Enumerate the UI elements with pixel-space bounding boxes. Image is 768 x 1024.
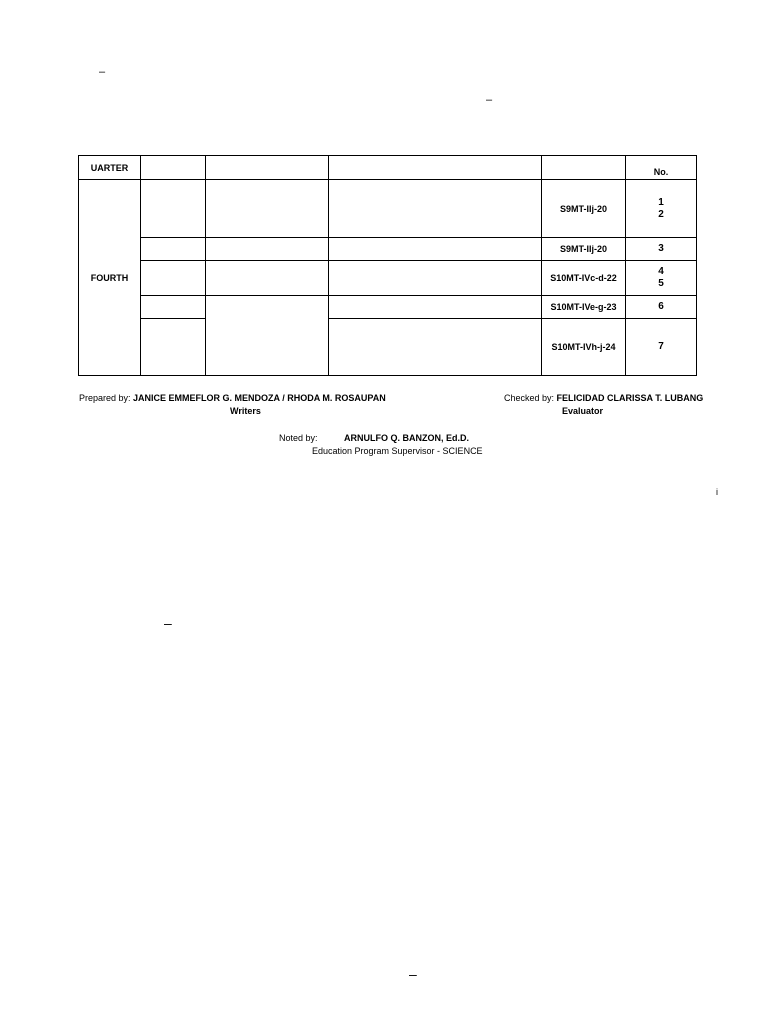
noted-by-name — [344, 433, 469, 444]
item-number: 6 — [658, 301, 664, 312]
dash-mark-middle: – — [164, 615, 172, 631]
table-cell — [329, 261, 542, 296]
table-row — [79, 319, 697, 376]
item-number: 2 — [658, 208, 664, 220]
competency-table — [78, 155, 697, 376]
table-row — [79, 180, 697, 238]
item-number: 3 — [658, 243, 664, 254]
item-number-cell — [626, 296, 697, 319]
noted-by-role: Education Program Supervisor - SCIENCE — [312, 446, 483, 456]
table-cell — [141, 261, 206, 296]
checked-by-role — [562, 406, 603, 417]
checked-by-name: FELICIDAD CLARISSA T. LUBANG — [556, 393, 704, 403]
side-mark: i — [716, 487, 718, 497]
supervisor-name: ARNULFO Q. BANZON, Ed.D. — [344, 433, 469, 443]
header-quarter: UARTER — [79, 156, 141, 180]
header-blank-4 — [542, 156, 626, 180]
table-cell — [329, 238, 542, 261]
prepared-by-label: Prepared by: — [79, 393, 131, 403]
table-cell — [329, 180, 542, 238]
code-cell: S9MT-IIj-20 — [542, 238, 626, 261]
table-cell — [141, 238, 206, 261]
checked-by-label: Checked by: — [504, 393, 555, 403]
item-number: 1 — [658, 196, 664, 208]
item-number: 7 — [658, 341, 664, 352]
evaluator-label: Evaluator — [562, 406, 604, 416]
header-blank-3 — [329, 156, 542, 180]
prepared-by-role — [230, 406, 261, 417]
table-cell — [206, 296, 329, 376]
header-blank-1 — [141, 156, 206, 180]
header-no: No. — [626, 156, 697, 180]
table-row — [79, 238, 697, 261]
noted-by-label: Noted by: — [279, 433, 318, 443]
item-number: 4 — [658, 266, 664, 277]
table-row — [79, 261, 697, 296]
dash-mark-bottom: – — [409, 966, 417, 982]
table-row — [79, 296, 697, 319]
dash-mark-top-left: – — [99, 66, 106, 78]
writers-label: Writers — [230, 406, 261, 416]
code-cell: S10MT-IVe-g-23 — [542, 296, 626, 319]
table-cell — [141, 180, 206, 238]
table-cell — [141, 319, 206, 376]
dash-mark-top-right: – — [486, 94, 493, 106]
item-number: 5 — [658, 278, 664, 289]
checked-by-line — [504, 393, 703, 404]
prepared-by-names: JANICE EMMEFLOR G. MENDOZA / RHODA M. ROSAUPAN — [133, 393, 386, 403]
item-number-cell — [626, 180, 697, 238]
quarter-cell: FOURTH — [79, 180, 141, 376]
table-cell — [141, 296, 206, 319]
item-number-cell — [626, 238, 697, 261]
code-cell: S10MT-IVh-j-24 — [542, 319, 626, 376]
table-cell — [206, 261, 329, 296]
item-number-cell — [626, 319, 697, 376]
table-cell — [329, 319, 542, 376]
table-cell — [206, 238, 329, 261]
header-blank-2 — [206, 156, 329, 180]
item-number-cell — [626, 261, 697, 296]
code-cell: S9MT-IIj-20 — [542, 180, 626, 238]
prepared-by-line — [79, 393, 386, 404]
table-header-row — [79, 156, 697, 180]
code-cell: S10MT-IVc-d-22 — [542, 261, 626, 296]
table-cell — [206, 180, 329, 238]
table-cell — [329, 296, 542, 319]
